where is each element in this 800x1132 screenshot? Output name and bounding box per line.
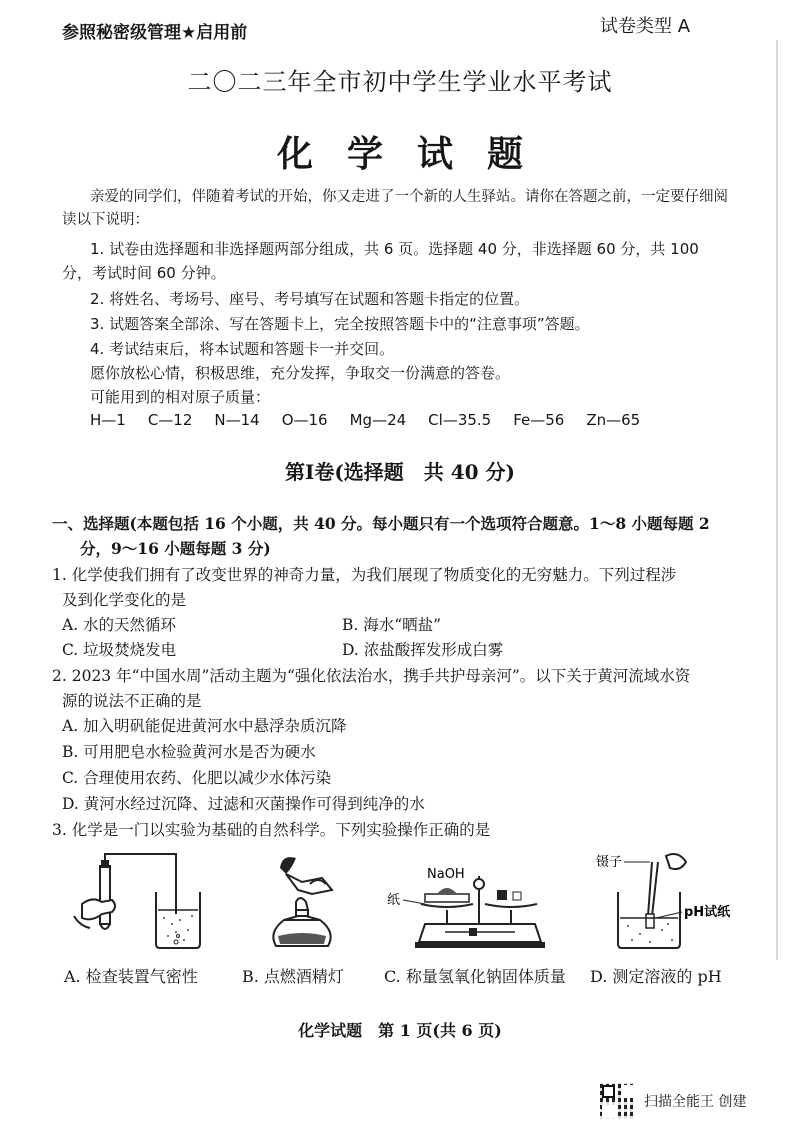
atomic-mass-list <box>90 411 640 429</box>
figure-c-balance-naoh <box>385 858 565 958</box>
atomic-mass-mg: Mg—24 <box>349 411 407 429</box>
figure-d-tweezers-label: 镊子 <box>596 855 623 870</box>
figure-a-airtightness-check <box>68 852 208 952</box>
atomic-mass-o: O—16 <box>281 411 328 429</box>
qr-code-icon <box>600 1083 636 1119</box>
question-1-line1: 1. 化学使我们拥有了改变世界的神奇力量，为我们展现了物质变化的无穷魅力。下列过程涉 <box>52 566 677 584</box>
question-2-option-b: B. 可用肥皂水检验黄河水是否为硬水 <box>62 743 316 761</box>
figure-d-ph-paper-label: pH试纸 <box>684 905 731 920</box>
question-3-option-d: D. 测定溶液的 pH <box>590 967 722 986</box>
scan-shadow-line <box>776 40 778 960</box>
atomic-mass-label: 可能用到的相对原子质量： <box>90 388 271 406</box>
question-1-line2: 及到化学变化的是 <box>62 591 187 609</box>
question-3-option-b: B. 点燃酒精灯 <box>242 967 344 986</box>
figure-c-naoh-label: NaOH <box>427 867 465 882</box>
section-title: 第Ⅰ卷(选择题 共 40 分) <box>284 460 516 484</box>
question-1-option-a: A. 水的天然循环 <box>62 616 177 634</box>
atomic-mass-cl: Cl—35.5 <box>428 411 492 429</box>
instruction-1-line1: 1. 试卷由选择题和非选择题两部分组成，共 6 页。选择题 40 分，非选择题 60 分，共 100 <box>90 240 699 258</box>
instruction-4: 4. 考试结束后，将本试题和答题卡一并交回。 <box>90 340 395 358</box>
atomic-mass-h: H—1 <box>90 411 126 429</box>
paper-type: 试卷类型 A <box>600 16 691 37</box>
wish-text: 愿你放松心情，积极思维，充分发挥，争取交一份满意的答卷。 <box>90 364 511 382</box>
atomic-mass-c: C—12 <box>147 411 193 429</box>
question-2-option-d: D. 黄河水经过沉降、过滤和灭菌操作可得到纯净的水 <box>62 795 425 813</box>
question-2-option-c: C. 合理使用农药、化肥以减少水体污染 <box>62 769 332 787</box>
page-footer: 化学试题 第 1 页(共 6 页) <box>298 1021 502 1040</box>
question-2-line2: 源的说法不正确的是 <box>62 692 202 710</box>
figure-d-ph-measure <box>588 852 748 952</box>
main-title: 化学试题 <box>276 133 557 175</box>
atomic-mass-zn: Zn—65 <box>586 411 641 429</box>
scanner-credit: 扫描全能王 创建 <box>644 1094 747 1110</box>
instruction-3: 3. 试题答案全部涂、写在答题卡上，完全按照答题卡中的“注意事项”答题。 <box>90 315 590 333</box>
part1-heading-line1: 一、选择题(本题包括 16 个小题，共 40 分。每小题只有一个选项符合题意。1～8 小题每题 2 <box>52 514 710 533</box>
confidential-notice: 参照秘密级管理★启用前 <box>62 23 248 43</box>
question-3-line1: 3. 化学是一门以实验为基础的自然科学。下列实验操作正确的是 <box>52 821 491 839</box>
question-1-option-c: C. 垃圾焚烧发电 <box>62 641 177 659</box>
question-2-line1: 2. 2023 年“中国水周”活动主题为“强化依法治水，携手共护母亲河”。以下关于黄河流域水资 <box>52 667 691 685</box>
question-3-option-c: C. 称量氢氧化钠固体质量 <box>384 967 566 986</box>
question-2-option-a: A. 加入明矾能促进黄河水中悬浮杂质沉降 <box>62 717 347 735</box>
scanner-watermark <box>600 1083 746 1119</box>
part1-heading-line2: 分，9～16 小题每题 3 分) <box>80 539 271 558</box>
question-1-option-b: B. 海水“晒盐” <box>342 616 442 634</box>
atomic-mass-n: N—14 <box>214 411 260 429</box>
question-1-option-d: D. 浓盐酸挥发形成白雾 <box>342 641 504 659</box>
question-3-option-a: A. 检查装置气密性 <box>64 967 198 986</box>
exam-title: 二〇二三年全市初中学生学业水平考试 <box>187 68 613 96</box>
figure-b-alcohol-lamp <box>262 850 342 955</box>
figure-c-paper-label: 纸 <box>387 893 401 908</box>
instruction-1-line2: 分，考试时间 60 分钟。 <box>62 264 226 282</box>
atomic-mass-fe: Fe—56 <box>513 411 565 429</box>
intro-greeting: 亲爱的同学们，伴随着考试的开始，你又走进了一个新的人生驿站。请你在答题之前，一定要仔细阅读以下说明： <box>62 189 728 228</box>
instruction-2: 2. 将姓名、考场号、座号、考号填写在试题和答题卡指定的位置。 <box>90 290 530 308</box>
